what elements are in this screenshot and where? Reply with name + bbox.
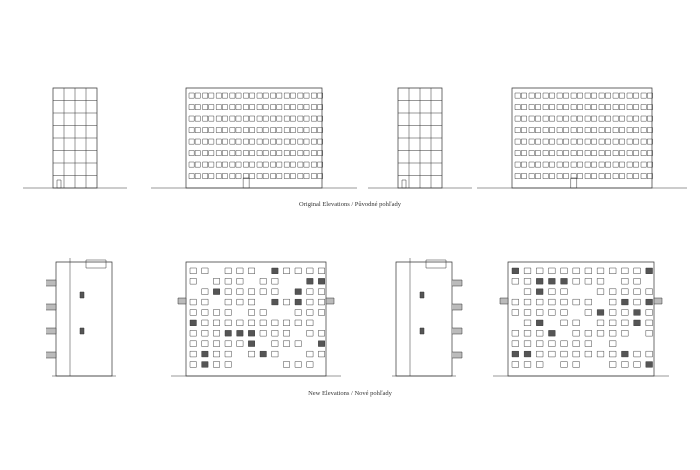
new-front-left [171,262,341,376]
new-gable-left [46,258,116,376]
original-gable-right [368,88,472,188]
new-gable-right [392,258,462,376]
original-front-left [151,88,357,188]
caption-new-elevations: New Elevations / Nové pohľady [308,390,392,397]
original-gable-left [23,88,127,188]
new-front-right [493,262,669,376]
caption-original-elevations: Original Elevations / Původné pohľady [299,201,401,208]
original-front-right [477,88,687,188]
